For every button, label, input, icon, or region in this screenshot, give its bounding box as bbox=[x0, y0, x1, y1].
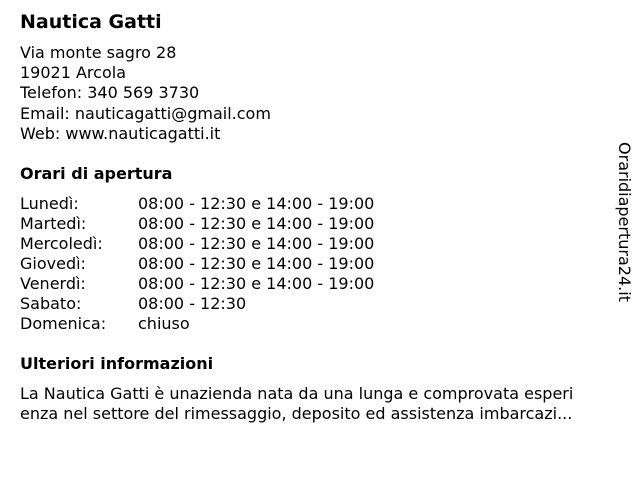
street-address: Via monte sagro 28 bbox=[20, 43, 177, 62]
business-name: Nautica Gatti bbox=[20, 11, 162, 33]
description bbox=[20, 384, 620, 424]
website: Web: www.nauticagatti.it bbox=[20, 123, 221, 143]
description-line: enza nel settore del rimessaggio, deposito ed assistenza imbarcazi... bbox=[20, 404, 573, 423]
hours-heading: Orari di apertura bbox=[20, 164, 173, 183]
time-range: 08:00 - 12:30 e 14:00 - 19:00 bbox=[138, 214, 375, 233]
city: 19021 Arcola bbox=[20, 63, 126, 83]
day-label: Giovedì: bbox=[20, 254, 86, 273]
time-range: 08:00 - 12:30 e 14:00 - 19:00 bbox=[138, 274, 375, 293]
day-label: Venerdì: bbox=[20, 274, 86, 293]
hours-row bbox=[20, 274, 374, 294]
time-range: 08:00 - 12:30 bbox=[138, 294, 247, 313]
phone: Telefon: 340 569 3730 bbox=[20, 83, 200, 103]
time-range: 08:00 - 12:30 e 14:00 - 19:00 bbox=[138, 234, 375, 253]
time-range: 08:00 - 12:30 e 14:00 - 19:00 bbox=[138, 254, 375, 273]
day-label: Mercoledì: bbox=[20, 234, 103, 253]
day-label: Lunedì: bbox=[20, 194, 79, 213]
day-label: Domenica: bbox=[20, 314, 107, 333]
time-range: chiuso bbox=[138, 314, 190, 333]
hours-row bbox=[20, 194, 374, 214]
hours-row bbox=[20, 214, 374, 234]
day-label: Sabato: bbox=[20, 294, 82, 313]
day-label: Martedì: bbox=[20, 214, 87, 233]
hours-row bbox=[20, 254, 374, 274]
info-heading: Ulteriori informazioni bbox=[20, 354, 214, 373]
hours-row bbox=[20, 314, 374, 334]
site-watermark: Oraridiapertura24.it bbox=[615, 142, 634, 302]
hours-row bbox=[20, 234, 374, 254]
description-line: La Nautica Gatti è unazienda nata da una lunga e comprovata esperi bbox=[20, 384, 574, 403]
email: Email: nauticagatti@gmail.com bbox=[20, 103, 271, 123]
hours-row bbox=[20, 294, 374, 314]
time-range: 08:00 - 12:30 e 14:00 - 19:00 bbox=[138, 194, 375, 213]
contact-block bbox=[20, 43, 271, 144]
opening-hours-table bbox=[20, 194, 374, 334]
